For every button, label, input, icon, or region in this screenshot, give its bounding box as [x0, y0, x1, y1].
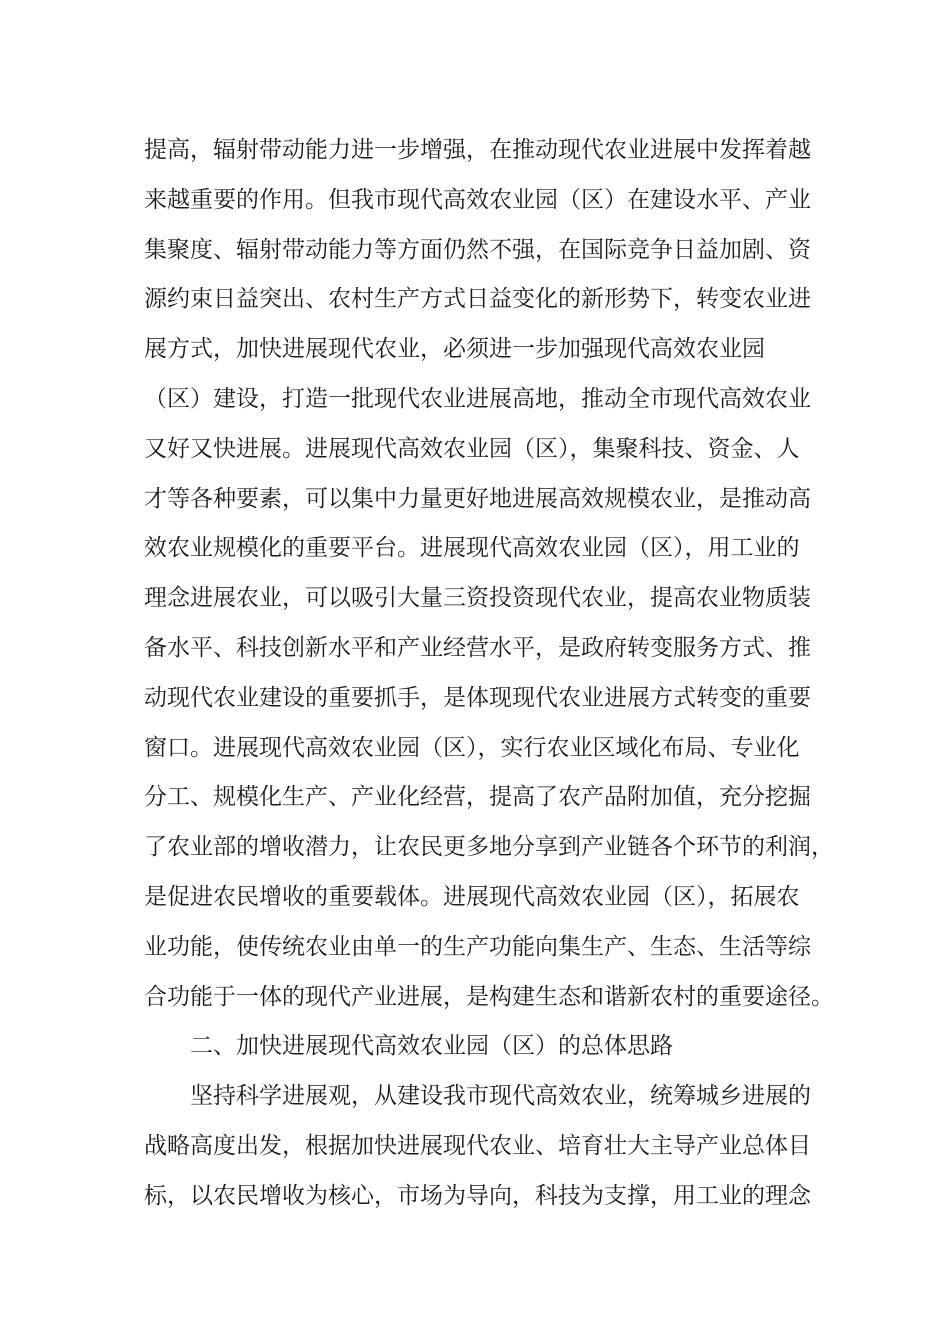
text-line: 窗口。进展现代高效农业园（区），实行农业区域化布局、专业化	[144, 734, 800, 761]
text-line: 业功能，使传统农业由单一的生产功能向集生产、生态、生活等综	[144, 933, 811, 960]
text-line: 展方式，加快进展现代农业，必须进一步加强现代高效农业园	[144, 336, 765, 363]
document-body	[144, 126, 834, 1222]
text-line: 提高，辐射带动能力进一步增强，在推动现代农业进展中发挥着越	[144, 137, 811, 163]
text-line: 才等各种要素，可以集中力量更好地进展高效规模农业，是推动高	[144, 485, 811, 512]
text-line: 是促进农民增收的重要载体。进展现代高效农业园（区），拓展农	[144, 883, 800, 910]
text-line: 又好又快进展。进展现代高效农业园（区），集聚科技、资金、人	[144, 435, 800, 462]
text-line: 战略高度出发，根据加快进展现代农业、培育壮大主导产业总体目	[144, 1132, 811, 1159]
text-line: 坚持科学进展观，从建设我市现代高效农业，统筹城乡进展的	[190, 1083, 811, 1110]
text-line: 理念进展农业，可以吸引大量三资投资现代农业，提高农业物质装	[144, 585, 811, 612]
text-line: 了农业部的增收潜力，让农民更多地分享到产业链各个环节的利润，	[144, 834, 834, 861]
section-heading: 二、加快进展现代高效农业园（区）的总体思路	[190, 1033, 673, 1060]
text-line: 备水平、科技创新水平和产业经营水平，是政府转变服务方式、推	[144, 634, 811, 661]
text-line: 标，以农民增收为核心，市场为导向，科技为支撑，用工业的理念	[144, 1182, 811, 1209]
text-line: 集聚度、辐射带动能力等方面仍然不强，在国际竞争日益加剧、资	[144, 236, 811, 263]
text-line: 动现代农业建设的重要抓手，是体现现代农业进展方式转变的重要	[144, 684, 811, 711]
text-line: 合功能于一体的现代产业进展，是构建生态和谐新农村的重要途径。	[144, 983, 834, 1010]
text-line: 源约束日益突出、农村生产方式日益变化的新形势下，转变农业进	[144, 286, 811, 313]
text-line: 效农业规模化的重要平台。进展现代高效农业园（区），用工业的	[144, 535, 800, 562]
text-line: （区）建设，打造一批现代农业进展高地，推动全市现代高效农业	[144, 385, 811, 412]
text-line: 来越重要的作用。但我市现代高效农业园（区）在建设水平、产业	[144, 186, 811, 213]
text-line: 分工、规模化生产、产业化经营，提高了农产品附加值，充分挖掘	[144, 784, 811, 811]
